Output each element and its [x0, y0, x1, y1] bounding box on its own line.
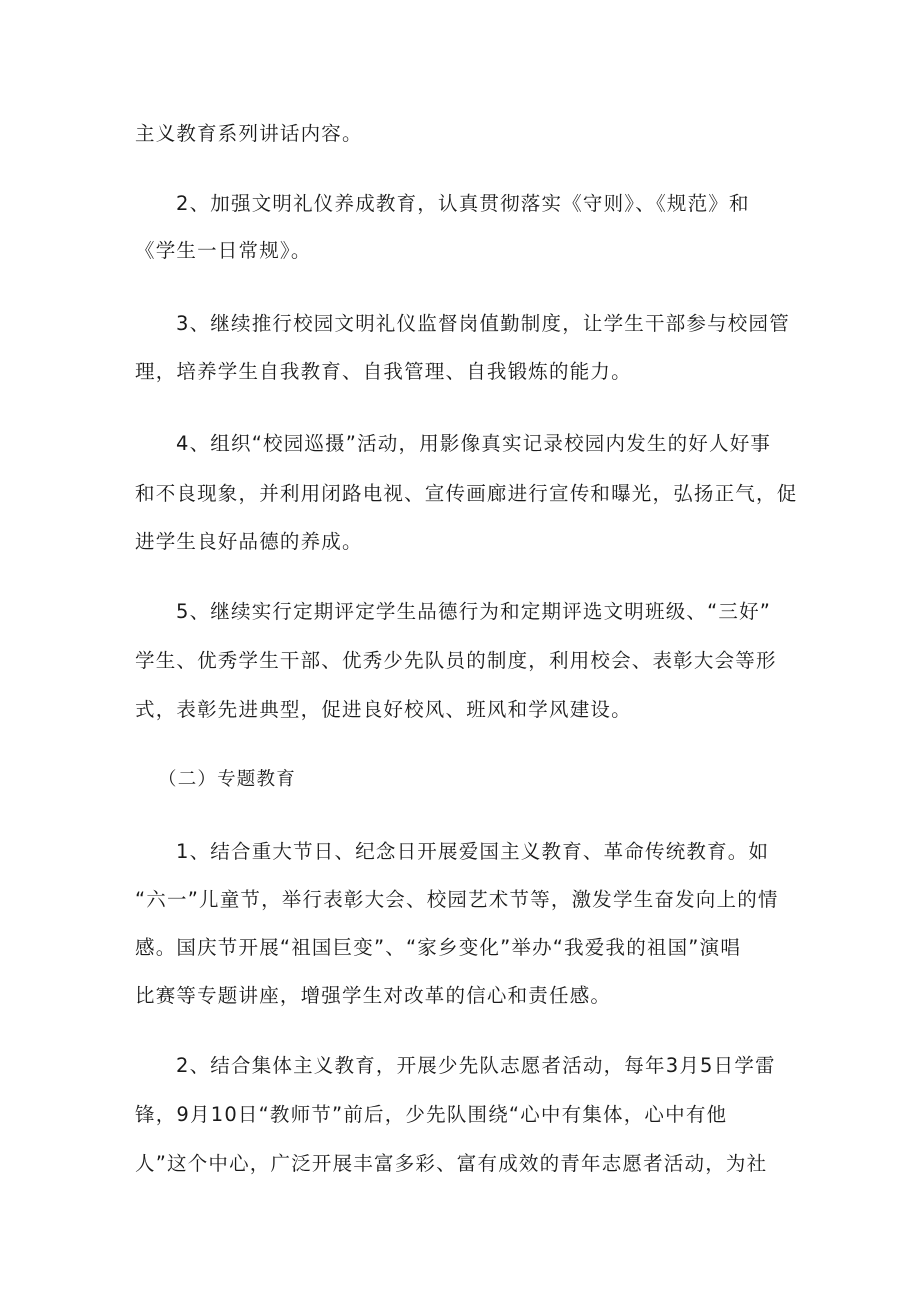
paragraph-line: 4、组织“校园巡摄”活动，用影像真实记录校园内发生的好人好事 — [176, 432, 772, 455]
paragraph-line: 理，培养学生自我教育、自我管理、自我锻炼的能力。 — [135, 360, 632, 383]
paragraph-line: 锋，9月10日“教师节”前后，少先队围绕“心中有集体，心中有他 — [135, 1103, 728, 1126]
paragraph-line: 学生、优秀学生干部、优秀少先队员的制度，利用校会、表彰大会等形 — [135, 649, 777, 672]
paragraph-line: 2、加强文明礼仪养成教育，认真贯彻落实《守则》、《规范》和 — [176, 192, 750, 215]
paragraph-line: “六一”儿童节，举行表彰大会、校园艺术节等，激发学生奋发向上的情 — [135, 888, 779, 911]
paragraph-line: 人”这个中心，广泛开展丰富多彩、富有成效的青年志愿者活动，为社 — [135, 1152, 768, 1175]
paragraph-line: 3、继续推行校园文明礼仪监督岗值勤制度，让学生干部参与校园管 — [176, 312, 790, 335]
paragraph-line: 1、结合重大节日、纪念日开展爱国主义教育、革命传统教育。如 — [176, 840, 770, 863]
paragraph-line: 进学生良好品德的养成。 — [135, 530, 363, 553]
section-heading: （二）专题教育 — [158, 769, 296, 790]
paragraph-line: 主义教育系列讲话内容。 — [135, 122, 363, 145]
paragraph-line: 感。国庆节开展“祖国巨变”、“家乡变化”举办“我爱我的祖国”演唱 — [135, 936, 742, 959]
paragraph-line: 2、结合集体主义教育，开展少先队志愿者活动，每年3月5日学雷 — [176, 1054, 776, 1077]
paragraph-line: 《学生一日常规》。 — [135, 239, 312, 262]
paragraph-line: 式，表彰先进典型，促进良好校风、班风和学风建设。 — [135, 698, 632, 721]
paragraph-line: 比赛等专题讲座，增强学生对改革的信心和责任感。 — [135, 984, 612, 1007]
paragraph-line: 和不良现象，并利用闭路电视、宣传画廊进行宣传和曝光，弘扬正气，促 — [135, 482, 798, 505]
paragraph-line: 5、继续实行定期评定学生品德行为和定期评选文明班级、“三好” — [176, 600, 772, 623]
